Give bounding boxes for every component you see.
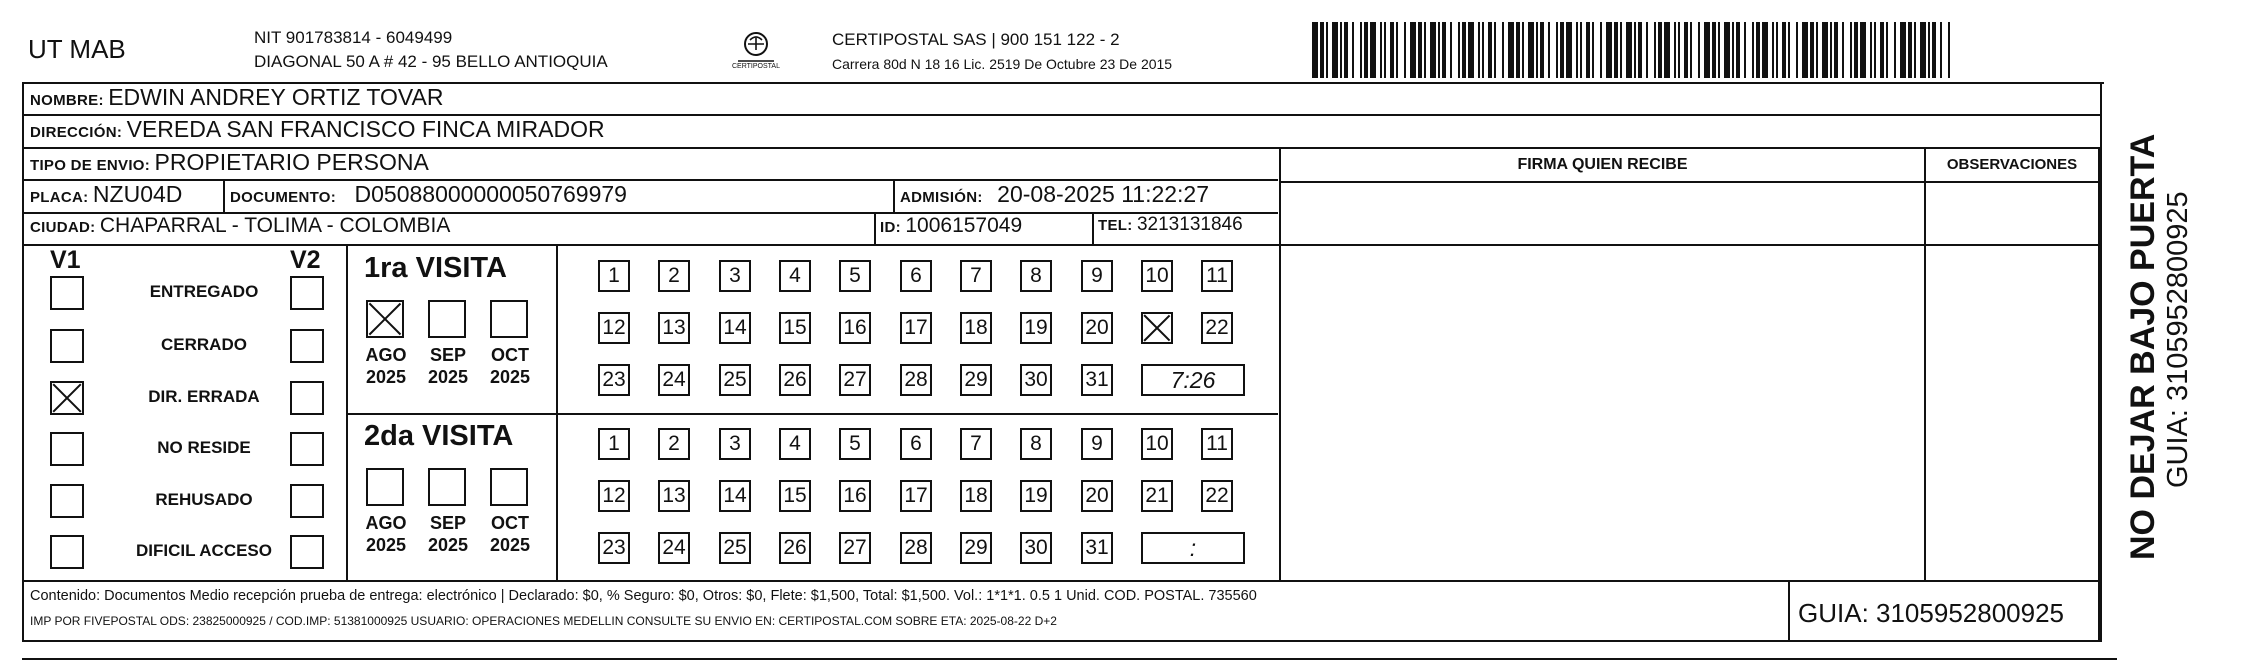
direccion-label: DIRECCIÓN: — [30, 124, 123, 141]
observaciones-area[interactable] — [1926, 183, 2098, 580]
side-notice: NO DEJAR BAJO PUERTA — [2124, 133, 2162, 560]
status-label: ENTREGADO — [149, 282, 259, 301]
id-label: ID: — [880, 219, 901, 236]
tracking-barcode — [1312, 22, 1952, 78]
side-guia: GUIA: 3105952800925 — [2162, 191, 2194, 488]
id-value: 1006157049 — [905, 214, 1023, 237]
nombre-value: EDWIN ANDREY ORTIZ TOVAR — [108, 84, 444, 110]
day-box[interactable]: 11 — [1201, 428, 1233, 460]
time-box[interactable]: 7:26 — [1141, 364, 1245, 396]
admision-label: ADMISIÓN: — [900, 189, 983, 206]
day-box[interactable]: 12 — [598, 312, 630, 344]
day-box[interactable]: 26 — [779, 532, 811, 564]
v2-checkbox[interactable] — [290, 484, 324, 518]
day-box[interactable]: 2 — [658, 260, 690, 292]
day-box[interactable]: 19 — [1020, 312, 1052, 344]
tel-label: TEL: — [1098, 217, 1133, 234]
day-box[interactable]: 1 — [598, 260, 630, 292]
status-label: DIFICIL ACCESO — [135, 541, 272, 560]
month-label — [420, 512, 476, 556]
month-year: 2025 — [365, 367, 407, 387]
day-box[interactable]: 23 — [598, 532, 630, 564]
day-box[interactable]: 25 — [719, 364, 751, 396]
day-box[interactable]: 23 — [598, 364, 630, 396]
day-box[interactable]: 27 — [839, 532, 871, 564]
v1-checkbox[interactable] — [50, 432, 84, 466]
documento-label: DOCUMENTO: — [230, 189, 337, 206]
month-checkbox[interactable] — [428, 468, 466, 506]
tipo-value: PROPIETARIO PERSONA — [154, 149, 429, 175]
day-box[interactable]: 30 — [1020, 532, 1052, 564]
day-box[interactable]: 5 — [839, 428, 871, 460]
day-box[interactable]: 9 — [1081, 260, 1113, 292]
month-name: SEP — [429, 345, 467, 365]
month-name: AGO — [365, 345, 407, 365]
nombre-row — [30, 84, 443, 111]
day-box[interactable]: 7 — [960, 260, 992, 292]
day-box[interactable]: 11 — [1201, 260, 1233, 292]
status-label: NO RESIDE — [157, 438, 251, 457]
footer-print-line: IMP POR FIVEPOSTAL ODS: 23825000925 / COD.IMP: 51381000925 USUARIO: OPERACIONES MEDELLIN CONSULTE SU ENVIO EN: CERTIPOSTAL.COM SOBRE ETA: 2025-08-22 D+2 — [30, 614, 1057, 628]
placa-value: NZU04D — [92, 181, 183, 207]
v2-checkbox[interactable] — [290, 535, 324, 569]
documento-row — [230, 181, 627, 208]
day-box[interactable]: 8 — [1020, 260, 1052, 292]
month-year: 2025 — [427, 367, 469, 387]
day-box[interactable]: 16 — [839, 312, 871, 344]
v2-checkbox[interactable] — [290, 381, 324, 415]
day-box[interactable]: 21 — [1141, 480, 1173, 512]
carrier-name: CERTIPOSTAL SAS | 900 151 122 - 2 — [832, 30, 1120, 49]
ciudad-value: CHAPARRAL - TOLIMA - COLOMBIA — [99, 214, 451, 237]
company-name: UT MAB — [28, 34, 126, 64]
month-checkbox[interactable] — [428, 300, 466, 338]
placa-row — [30, 181, 182, 208]
day-box[interactable]: 22 — [1201, 312, 1233, 344]
placa-label: PLACA: — [30, 189, 89, 206]
month-label — [420, 344, 476, 388]
firma-header: FIRMA QUIEN RECIBE — [1517, 156, 1688, 173]
day-box[interactable]: 1 — [598, 428, 630, 460]
tel-value: 3213131846 — [1136, 214, 1243, 235]
visit2-title: 2da VISITA — [364, 420, 514, 452]
day-box[interactable]: 25 — [719, 532, 751, 564]
day-box[interactable]: 20 — [1081, 312, 1113, 344]
day-box[interactable]: 18 — [960, 312, 992, 344]
day-box[interactable]: 6 — [900, 428, 932, 460]
day-box[interactable]: 3 — [719, 428, 751, 460]
direccion-row — [30, 116, 605, 143]
month-checkbox[interactable] — [490, 300, 528, 338]
day-box[interactable]: 16 — [839, 480, 871, 512]
month-name: OCT — [491, 513, 529, 533]
day-box[interactable]: 2 — [658, 428, 690, 460]
status-label: CERRADO — [161, 335, 247, 354]
month-year: 2025 — [489, 367, 531, 387]
ciudad-row — [30, 214, 450, 238]
day-box[interactable]: 10 — [1141, 260, 1173, 292]
day-box[interactable]: 12 — [598, 480, 630, 512]
month-label — [358, 344, 414, 388]
footer-content-line: Contenido: Documentos Medio recepción prueba de entrega: electrónico | Declarado: $0, % Seguro: $0, Otros: $0, Flete: $1,500, Total: $1,500. Vol.: 1*1*1. 0.5 1 Unid. COD. POSTAL. 735560 — [30, 588, 1257, 604]
month-label — [358, 512, 414, 556]
tel-row — [1098, 214, 1243, 236]
firma-area[interactable] — [1281, 183, 1924, 580]
day-box[interactable]: 14 — [719, 312, 751, 344]
month-label — [482, 344, 538, 388]
ciudad-label: CIUDAD: — [30, 219, 96, 236]
day-box[interactable]: 5 — [839, 260, 871, 292]
status-label: DIR. ERRADA — [148, 387, 260, 406]
v1-header: V1 — [50, 246, 81, 274]
status-label: REHUSADO — [155, 490, 253, 509]
nombre-label: NOMBRE: — [30, 92, 104, 109]
month-label — [482, 512, 538, 556]
observaciones-header: OBSERVACIONES — [1946, 156, 2078, 173]
day-box[interactable]: 29 — [960, 532, 992, 564]
month-year: 2025 — [365, 535, 407, 555]
visit1-title: 1ra VISITA — [364, 252, 507, 284]
day-box[interactable]: 28 — [900, 532, 932, 564]
day-box[interactable]: 15 — [779, 480, 811, 512]
tipo-row — [30, 149, 429, 176]
time-box[interactable]: : — [1141, 532, 1245, 564]
day-box[interactable]: 3 — [719, 260, 751, 292]
month-checkbox[interactable] — [366, 468, 404, 506]
day-box[interactable]: 10 — [1141, 428, 1173, 460]
day-box[interactable]: 4 — [779, 260, 811, 292]
company-nit: NIT 901783814 - 6049499 — [254, 28, 453, 47]
tipo-label: TIPO DE ENVIO: — [30, 157, 151, 174]
day-box[interactable]: 18 — [960, 480, 992, 512]
day-box[interactable]: 22 — [1201, 480, 1233, 512]
month-name: AGO — [365, 513, 407, 533]
day-box[interactable]: 13 — [658, 312, 690, 344]
day-box[interactable]: 7 — [960, 428, 992, 460]
month-name: OCT — [491, 345, 529, 365]
day-box[interactable] — [1141, 312, 1173, 344]
v1-checkbox[interactable] — [50, 381, 84, 415]
day-box[interactable]: 8 — [1020, 428, 1052, 460]
day-box[interactable]: 17 — [900, 480, 932, 512]
certipostal-logo — [728, 28, 784, 74]
day-box[interactable]: 27 — [839, 364, 871, 396]
day-box[interactable]: 31 — [1081, 364, 1113, 396]
day-box[interactable]: 19 — [1020, 480, 1052, 512]
admision-row — [900, 181, 1209, 208]
day-box[interactable]: 20 — [1081, 480, 1113, 512]
day-box[interactable]: 31 — [1081, 532, 1113, 564]
v1-checkbox[interactable] — [50, 535, 84, 569]
barcode-bar — [1950, 22, 1952, 78]
v1-checkbox[interactable] — [50, 484, 84, 518]
month-year: 2025 — [489, 535, 531, 555]
day-box[interactable]: 26 — [779, 364, 811, 396]
month-checkbox[interactable] — [366, 300, 404, 338]
v1-checkbox[interactable] — [50, 276, 84, 310]
v1-checkbox[interactable] — [50, 329, 84, 363]
day-box[interactable]: 9 — [1081, 428, 1113, 460]
carrier-license: Carrera 80d N 18 16 Lic. 2519 De Octubre 23 De 2015 — [832, 56, 1173, 72]
id-row — [880, 214, 1022, 238]
documento-value: D05088000000050769979 — [354, 181, 627, 207]
day-box[interactable]: 24 — [658, 364, 690, 396]
v2-header: V2 — [290, 246, 321, 274]
v2-checkbox[interactable] — [290, 329, 324, 363]
month-checkbox[interactable] — [490, 468, 528, 506]
day-box[interactable]: 13 — [658, 480, 690, 512]
logo-caption: CERTIPOSTAL — [732, 63, 780, 70]
footer-guia: GUIA: 3105952800925 — [1798, 598, 2064, 628]
day-box[interactable]: 29 — [960, 364, 992, 396]
v2-checkbox[interactable] — [290, 276, 324, 310]
direccion-value: VEREDA SAN FRANCISCO FINCA MIRADOR — [126, 116, 605, 142]
admision-value: 20-08-2025 11:22:27 — [997, 181, 1210, 207]
day-box[interactable]: 14 — [719, 480, 751, 512]
month-year: 2025 — [427, 535, 469, 555]
day-box[interactable]: 15 — [779, 312, 811, 344]
day-box[interactable]: 30 — [1020, 364, 1052, 396]
day-box[interactable]: 6 — [900, 260, 932, 292]
month-name: SEP — [429, 513, 467, 533]
day-box[interactable]: 24 — [658, 532, 690, 564]
company-address: DIAGONAL 50 A # 42 - 95 BELLO ANTIOQUIA — [254, 52, 608, 71]
day-box[interactable]: 17 — [900, 312, 932, 344]
day-box[interactable]: 4 — [779, 428, 811, 460]
day-box[interactable]: 28 — [900, 364, 932, 396]
v2-checkbox[interactable] — [290, 432, 324, 466]
